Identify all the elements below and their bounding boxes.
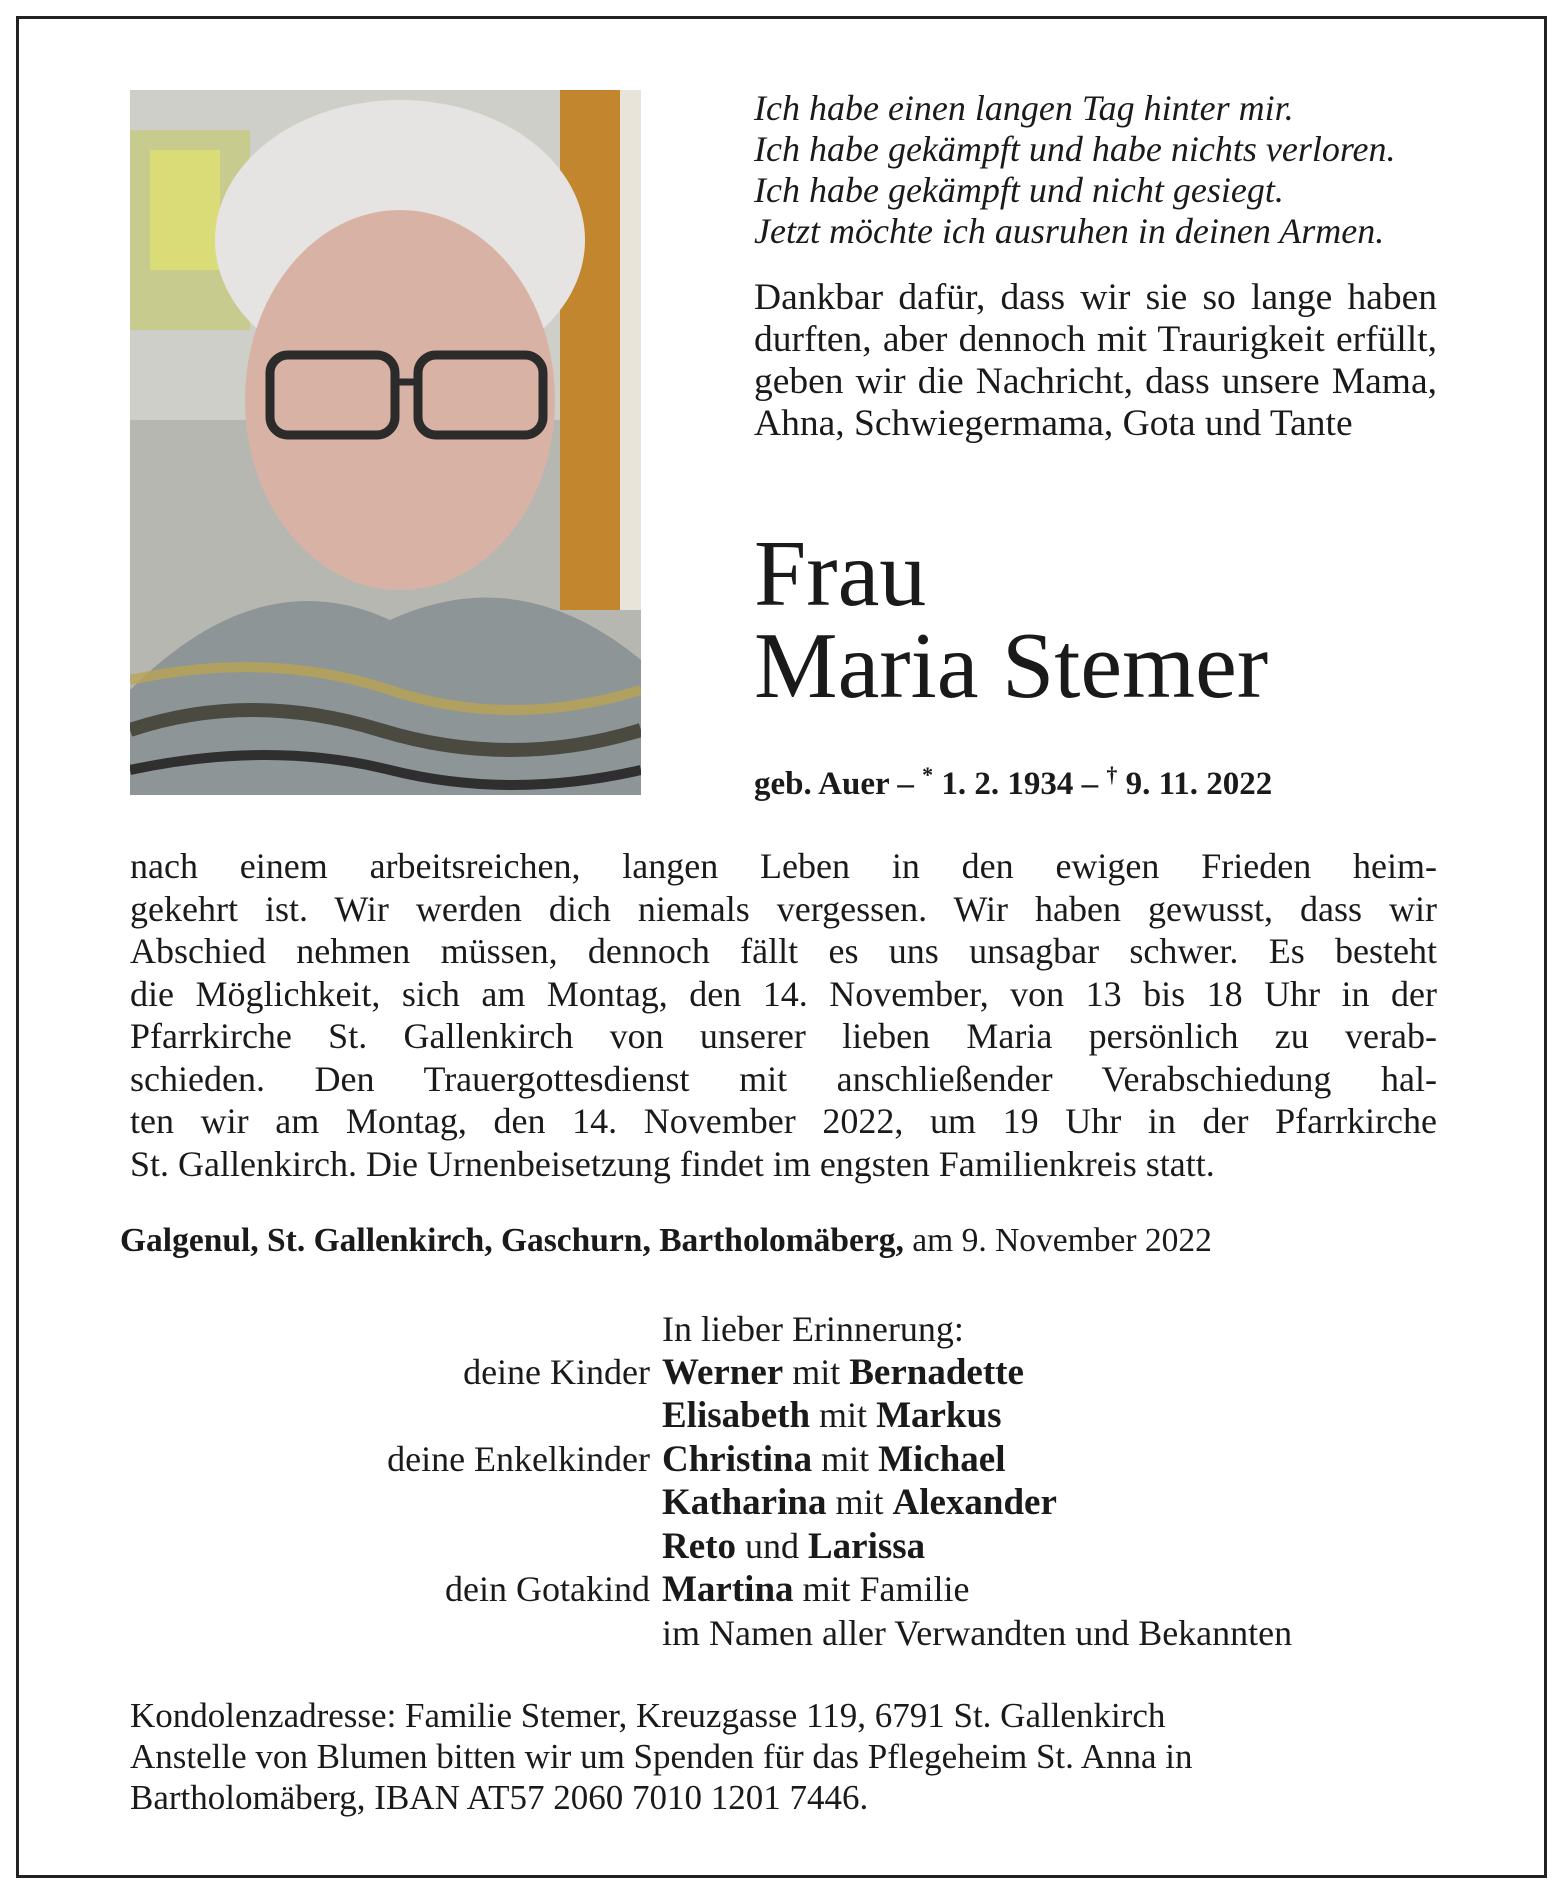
paragraph-line: St. Gallenkirch. Die Urnenbeisetzung findet im engsten Familienkreis statt. <box>130 1143 1215 1184</box>
salutation: Frau <box>754 522 927 626</box>
signer-name: Larissa <box>807 1525 926 1567</box>
signer-name: Markus <box>876 1395 1002 1436</box>
paragraph-line: schieden. Den Trauergottesdienst mit anschließender Verabschiedung hal- <box>130 1058 1437 1099</box>
verse-line: Ich habe gekämpft und nicht gesiegt. <box>754 170 1284 210</box>
signer-name: Bernadette <box>849 1351 1024 1393</box>
signer-row: deine Enkelkinder Christina mit Michael <box>130 1438 1430 1482</box>
signers-heading-row <box>130 1308 1430 1351</box>
signer-role: dein Gotakind <box>445 1569 650 1609</box>
condolence-address: Kondolenzadresse: Familie Stemer, Kreuzgasse 119, 6791 St. Gallenkirch <box>130 1696 1166 1735</box>
signer-role: deine Kinder <box>463 1351 650 1392</box>
donation-note: Anstelle von Blumen bitten wir um Spenden für das Pflegeheim St. Anna in <box>130 1737 1193 1776</box>
intro-paragraph: Dankbar dafür, dass wir sie so lange haben durften, aber dennoch mit Traurigkeit erfüllt, geben wir die Nachricht, dass unsere Mama, Ahna, Schwiegermama, Gota und Tante <box>754 277 1437 444</box>
life-dates <box>754 762 1272 803</box>
signer-row: Reto und Larissa <box>130 1525 1430 1569</box>
signers-heading: In lieber Erinnerung: <box>662 1309 964 1349</box>
signer-row: Katharina mit Alexander <box>130 1481 1430 1525</box>
signer-role: deine Enkelkinder <box>387 1438 650 1479</box>
signer-row: deine Kinder Werner mit Bernadette <box>130 1351 1430 1395</box>
paragraph-line: ten wir am Montag, den 14. November 2022, um 19 Uhr in der Pfarrkirche <box>130 1101 1437 1141</box>
verse-line: Jetzt möchte ich ausruhen in deinen Armen. <box>754 211 1385 251</box>
poem-verse <box>754 88 1514 252</box>
donation-iban: Bartholomäberg, IBAN AT57 2060 7010 1201 7446. <box>130 1778 869 1817</box>
paragraph-line: Abschied nehmen müssen, dennoch fällt es uns unsagbar schwer. Es besteht <box>130 931 1437 971</box>
signer-name: Michael <box>878 1438 1006 1480</box>
signer-name: Katharina <box>662 1482 827 1523</box>
signer-name: Reto <box>662 1525 736 1567</box>
signer-row: dein Gotakind Martina mit Familie <box>130 1568 1430 1612</box>
verse-line: Ich habe gekämpft und habe nichts verloren. <box>754 129 1396 169</box>
signers-block <box>130 1308 1430 1654</box>
deceased-name <box>754 522 1534 718</box>
paragraph-line: die Möglichkeit, sich am Montag, den 14. November, von 13 bis 18 Uhr in der <box>130 973 1437 1014</box>
signer-role <box>130 1525 662 1569</box>
places: Galgenul, St. Gallenkirch, Gaschurn, Bartholomäberg, <box>120 1222 904 1259</box>
date-separator: – <box>1073 766 1107 802</box>
portrait-photo <box>130 90 641 795</box>
notice-date: am 9. November 2022 <box>903 1222 1212 1259</box>
main-paragraph <box>130 845 1437 1185</box>
birth-date: 1. 2. 1934 <box>933 766 1074 802</box>
maiden-name: geb. Auer <box>754 766 890 802</box>
signer-name: Alexander <box>892 1482 1057 1523</box>
signers-closing-row <box>130 1612 1430 1655</box>
condolence-footer <box>130 1695 1437 1818</box>
paragraph-line: Pfarrkirche St. Gallenkirch von unserer lieben Maria persönlich zu verab- <box>130 1016 1437 1056</box>
birth-star-icon: * <box>922 762 934 787</box>
signer-name: Elisabeth <box>662 1395 811 1436</box>
signer-name: Werner <box>662 1351 784 1393</box>
date-separator: – <box>889 766 923 802</box>
signer-row: Elisabeth mit Markus <box>130 1394 1430 1438</box>
death-cross-icon: † <box>1106 762 1118 787</box>
signer-role <box>130 1394 662 1438</box>
signer-role <box>130 1481 662 1525</box>
signer-name: Martina <box>662 1569 794 1610</box>
verse-line: Ich habe einen langen Tag hinter mir. <box>754 88 1294 128</box>
full-name: Maria Stemer <box>754 614 1269 718</box>
paragraph-line: gekehrt ist. Wir werden dich niemals vergessen. Wir haben gewusst, dass wir <box>130 888 1437 929</box>
signers-closing: im Namen aller Verwandten und Bekannten <box>662 1612 1293 1653</box>
signer-name: Christina <box>662 1438 813 1480</box>
paragraph-line: nach einem arbeitsreichen, langen Leben in den ewigen Frieden heim- <box>130 846 1437 886</box>
place-date-line <box>120 1222 1212 1260</box>
death-date: 9. 11. 2022 <box>1117 766 1273 802</box>
